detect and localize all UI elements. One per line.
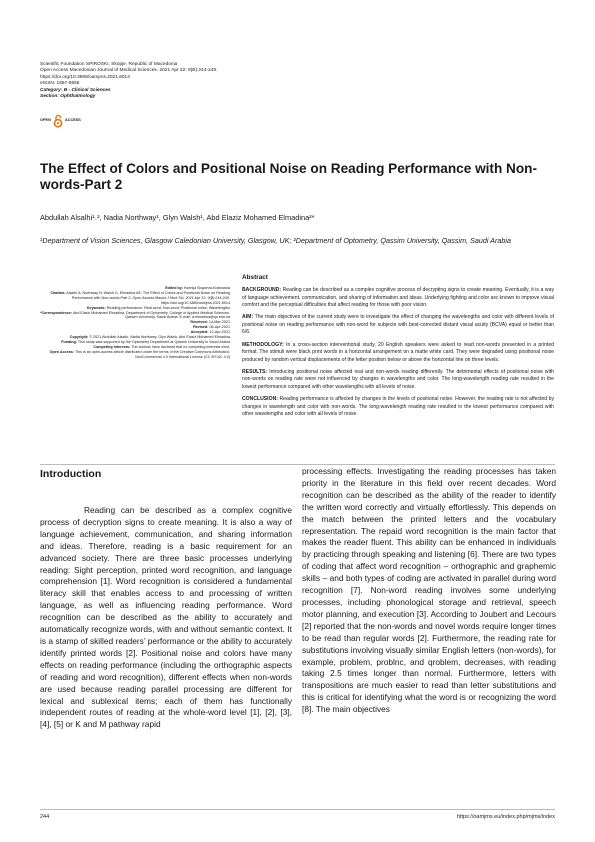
metadata-label: Open Access: [49,349,75,354]
metadata-label: Competing Interests: [93,344,131,349]
abstract-results [242,369,554,392]
intro-left-column [40,505,292,827]
methodology-text: In a cross-section interventional study, 20 English speakers were asked to read non-words presented in a printed format. The stimuli were black print words in a horizontal arrangement on a matte white card. They were degraded using positional noise produced by random vertical displacements of the letter position below or above the horizontal line on three levels. [242,341,554,363]
metadata-label: Revised: [193,325,209,330]
background-label: BACKGROUND: [242,287,282,293]
results-label: RESULTS: [242,368,268,375]
metadata-label: Keywords: [86,305,106,310]
logo-text-open: OPEN [40,118,51,122]
conclusion-text: Reading performance is affected by changes in the levels of positional noise. However, the reading rate is not affected by changes in wavelength and color with non-words. The long-wavelength reading rate resulted in the lowest performance compared with other wavelengths and color with all levels of noise. [242,396,554,418]
section-line: Section: Ophthalmology [40,94,96,100]
author-list: Abdullah Alsalhi¹˒², Nadia Northway¹, Glyn Walsh¹, Abd Elaziz Mohamed Elmadina²* [40,213,315,222]
metadata-value: Ksenija Bogoeva-Kostovska [183,286,230,290]
open-access-lock-icon [53,114,63,128]
metadata-row [40,311,230,321]
journal-url-link[interactable]: https://oamjms.eu/index.php/mjms/index [456,814,555,820]
metadata-value: © 2021 Abdullah Alsalhi, Nadia Northway, Glyn Walsh, Abd Elaziz Mohamed Elmadina [88,335,230,340]
eissn-line: eISSN: 1857-9655 [40,81,80,87]
intro-right-column [302,466,556,788]
metadata-row [40,350,230,360]
footer-divider [40,809,555,810]
methodology-label: METHODOLOGY: [242,341,284,348]
abstract-methodology [242,342,554,365]
intro-right-paragraph: processing effects. Investigating the reading processes has taken priority in the literature in this field over recent decades. Word recognition can be described as the ability of the reader to identify the written word correctly and virtually effortlessly. This depends on the match between the printed letters and the vocabulary representation. The repaid word recognition is the main factor that makes the reader fluent. This ability can be enhanced in individuals by practicing through speaking and listening [6]. There are two types of coding that affect word recognition – orthographic and graphemic skills – and both types of coding are activated in parallel during word recognition [7]. Non-word reading involves some underlying processes, including phonological storage and retrieval, speech motor planning, and execution [3]. According to Joubert and Lecours [2] reported that the non-words and novel words require longer times to be read than regular words [2]. Furthermore, the reading rate for substitutions involving visually similar English letters (non-words), for example, problem, problnc, and qroblem, decreases, with reading taking 2.5 times longer than normal. Furthermore, letters with transpositions are much easier to read than letter substitutions and this is critical for identifying what the word is or recognizing the word [8]. The main objectives [302,466,556,715]
logo-text-access: ACCESS [65,118,81,122]
abstract-aim [242,314,554,337]
publication-info [40,62,560,100]
article-metadata [40,286,230,360]
journal-citation-line: Open Access Macedonian Journal of Medical Sciences. 2021 Apr 22; 9(B):244-249. [40,68,218,74]
metadata-value: 14-Mar-2021 [207,320,230,325]
article-title: The Effect of Colors and Positional Noise on Reading Performance with Non-words-Part 2 [40,161,537,192]
metadata-label: Funding: [61,339,77,344]
metadata-label: Accepted: [190,330,209,335]
open-access-logo [40,114,100,128]
metadata-value: 12-Apr-2021 [208,330,230,335]
affiliations: ¹Department of Vision Sciences, Glasgow Caledonian University, Glasgow, UK; ²Department of Optometry, Qassim University, Qassim, Saudi Arabia [40,236,511,245]
section-divider [40,464,555,465]
metadata-value: Reading performance; Real word; Non-word; Positional noise; Wavelengths [105,305,230,310]
metadata-value: 06-Apr-2021 [208,325,230,330]
metadata-label: Copyright: [69,335,89,340]
metadata-value: The authors have declared that no competing interests exist. [130,344,230,349]
abstract-heading: Abstract [242,274,268,281]
metadata-label: Citation: [50,290,66,295]
results-text: Introducing positional noise affected real and non-words reading differently. The detrimental effects of positional noise with non-words on reading rate were not influenced by changes in wavelengths and color. The long-wavelength reading rate resulted in the lowest performance compared with other wavelengths with all levels of noise. [242,368,554,391]
metadata-value: Abd Elaziz Mohamed Elmadina, Department of Optometry, College of Applied Medical Sciences, Qassim University, Saudi Arabia. E-mail: a.elmadina@qu.edu.sa [72,310,230,320]
conclusion-label: CONCLUSION: [242,396,278,403]
metadata-label: Edited by: [165,286,184,290]
metadata-value: Alsalhi A, Northway N, Walsh G, Elmadina AE. The Effect of Colors and Positional Noise on Reading Performance with Non-words-Part 2. Open Access Maced J Med Sci. 2021 Apr 22; 9(B):244-249. https://doi.org/10.3889/oamjms.2021.6014 [65,290,230,305]
category-line: Category: B - Clinical Sciences [40,87,111,93]
metadata-row [40,291,230,306]
abstract-conclusion [242,396,554,419]
metadata-value: This is an open-access article distributed under the terms of the Creative Commons Attribution-NonCommercial 4.0 International License (CC BY-NC 4.0) [74,349,230,359]
aim-label: AIM: [242,314,254,321]
aim-text: The main objectives of the current study were to investigate the effect of changing the wavelengths and color with different levels of positional noise on reading performance with non-word for subjects with best-corrected distant visual acuity (BCVA) equal or better than 6/6. [242,314,554,336]
intro-left-paragraph: Reading can be described as a complex cognitive process of decryption signs to create meaning. It is also a way of language achievement, communication, and sharing information and ideas. Therefore, reading is a basic requirement for an advanced society. There are three basic processes underlying reading: Sight perception, printed word recognition, and language comprehension [1]. Word recognition is considered a fundamental literacy skill that enables access to and processing of written language, as well as influencing reading performance. Word recognition can be described as the ability to accurately and automatically recognize words, with and without semantic context. It is a stamp of skilled readers’ performance or the ability to accurately identify printed words [2]. Positional noise and colors have many effects on reading performance (including the orthographic aspects of reading and word recognition), different effects when non-words are used because reading parallel processing are different for lexical and sublexical items; each of them has functionally independent routes of reading at the whole-word level [1], [2], [3], [4], [5] or K and M pathway rapid [40,505,292,730]
publisher-line: Scientific Foundation SPIROSKI, Skopje, Republic of Macedonia [40,62,178,67]
metadata-value: This study was supported by the Optometry Department at Qassim University in Saudi Arabia [76,339,230,344]
abstract-background [242,287,554,310]
abstract-body [242,287,554,423]
metadata-label: Received: [190,320,208,325]
doi-link[interactable]: https://doi.org/10.3889/oamjms.2021.6014 [40,74,130,80]
background-text: Reading can be described as a complex cognitive process of decrypting signs to create meaning. Eventually, it is a way of language achievement, communication, and sharing of information and ideas. Underlying fighting and color are known to improve visual comfort and the perceptual difficulties that affect reading for those with poor vision. [242,287,554,309]
metadata-label: *Correspondence: [40,310,73,315]
introduction-heading: Introduction [40,468,102,480]
page-number: 244 [40,814,50,820]
